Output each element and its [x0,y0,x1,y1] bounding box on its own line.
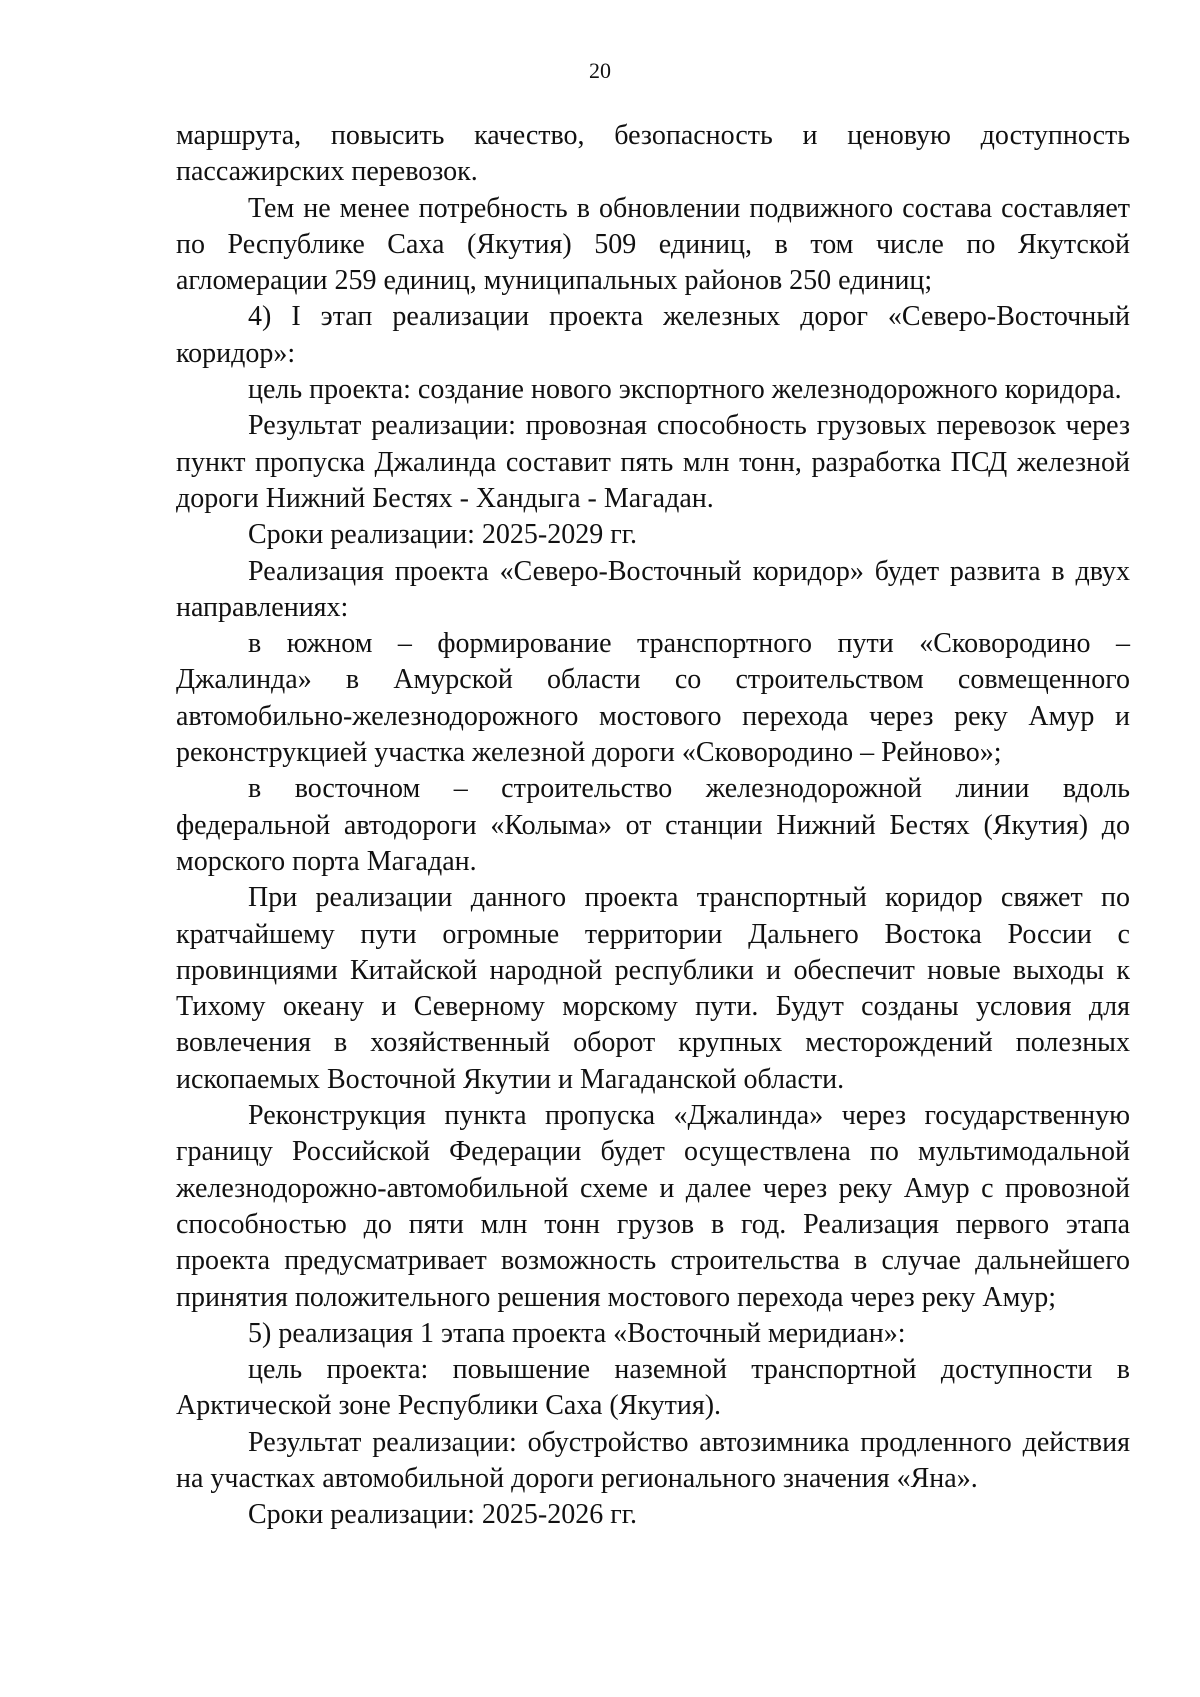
paragraph: Тем не менее потребность в обновлении подвижного состава составляет по Республике Саха (Якутия) 509 единиц, в том числе по Якутской агломерации 259 единиц, муниципальных районов 250 единиц; [176,192,1130,297]
paragraph: маршрута, повысить качество, безопасность и ценовую доступность пассажирских перевозок. [176,120,1130,188]
paragraph: цель проекта: повышение наземной транспортной доступности в Арктической зоне Республики Саха (Якутия). [176,1354,1130,1422]
paragraph: цель проекта: создание нового экспортного железнодорожного коридора. [248,374,1122,406]
page-number: 20 [589,58,611,83]
paragraph: в восточном – строительство железнодорожной линии вдоль федеральной автодороги «Колыма» от станции Нижний Бестях (Якутия) до морского порта Магадан. [176,773,1130,877]
paragraph: Реконструкция пункта пропуска «Джалинда» через государственную границу Российской Федерации будет осуществлена по мультимодальной железнодорожно-автомобильной схеме и далее через реку Амур с провозной способностью до пяти млн тонн грузов в год. Реализация первого этапа проекта предусматривает возможность строительства в случае дальнейшего принятия положительного решения мостового перехода через реку Амур; [176,1100,1130,1313]
paragraph: Сроки реализации: 2025-2026 гг. [248,1499,638,1531]
paragraph: При реализации данного проекта транспортный коридор свяжет по кратчайшему пути огромные территории Дальнего Востока России с провинциями Китайской народной республики и обеспечит новые выходы к Тихому океану и Северному морскому пути. Будут созданы условия для вовлечения в хозяйственный оборот крупных месторождений полезных ископаемых Восточной Якутии и Магаданской области. [176,882,1130,1095]
paragraph: Реализация проекта «Северо-Восточный коридор» будет развита в двух направлениях: [176,555,1130,623]
document-body [176,118,1130,1534]
paragraph: Результат реализации: провозная способность грузовых перевозок через пункт пропуска Джалинда составит пять млн тонн, разработка ПСД железной дороги Нижний Бестях - Хандыга - Магадан. [176,410,1130,514]
paragraph: в южном – формирование транспортного пути «Сковородино – Джалинда» в Амурской области со строительством совмещенного автомобильно-железнодорожного мостового перехода через реку Амур и реконструкцией участка железной дороги «Сковородино – Рейново»; [176,628,1130,769]
paragraph: Результат реализации: обустройство автозимника продленного действия на участках автомобильной дороги регионального значения «Яна». [176,1426,1130,1494]
paragraph: 5) реализация 1 этапа проекта «Восточный меридиан»: [248,1317,906,1349]
paragraph: 4) I этап реализации проекта железных дорог «Северо-Восточный коридор»: [176,301,1130,369]
paragraph: Сроки реализации: 2025-2029 гг. [248,519,638,551]
